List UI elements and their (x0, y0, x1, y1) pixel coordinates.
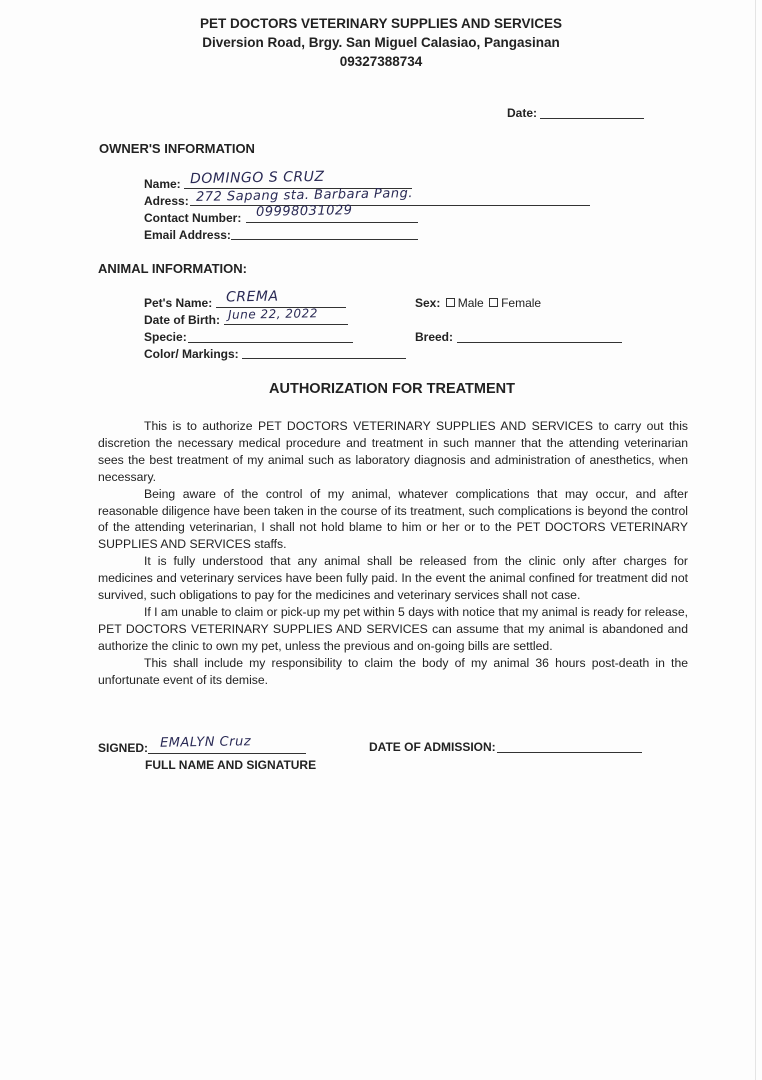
pet-name-value: CREMA (225, 288, 279, 306)
owner-address-value: 272 Sapang sta. Barbara Pang. (195, 186, 414, 205)
authorization-title: AUTHORIZATION FOR TREATMENT (269, 381, 515, 397)
email-label: Email Address: (144, 228, 231, 242)
owner-section-title: OWNER'S INFORMATION (99, 141, 255, 156)
admission-date-field[interactable] (497, 752, 642, 753)
male-option: Male (457, 296, 484, 310)
specie-label: Specie: (144, 330, 187, 344)
animal-section-title: ANIMAL INFORMATION: (98, 261, 247, 276)
date-field[interactable] (540, 118, 644, 119)
sex-label: Sex: (415, 296, 441, 310)
owner-name-label: Name: (144, 177, 181, 191)
female-option: Female (501, 296, 542, 310)
date-label: Date: (507, 106, 538, 120)
authorization-paragraph: Being aware of the control of my animal, whatever complications that may occur, and after reasonable diligence have been taken in the course of its treatment, such complications is beyond the control of the attending veterinarian, I shall not hold blame to him or her or to the PET DOCTORS VETERINARY SUPPLIES AND SERVICES staffs. (98, 486, 688, 552)
color-markings-label: Color/ Markings: (144, 347, 239, 361)
signed-label: SIGNED: (98, 741, 149, 755)
male-checkbox[interactable] (446, 298, 455, 307)
page-edge (755, 0, 756, 1080)
dob-field[interactable] (224, 324, 348, 325)
color-markings-field[interactable] (242, 358, 406, 359)
owner-name-value: DOMINGO S CRUZ (189, 168, 325, 188)
authorization-paragraph: It is fully understood that any animal shall be released from the clinic only after charges for medicines and veterinary services have been fully paid. In the event the animal confined for treatment did not survived, such obligations to pay for the medicines and veterinary services shall not case. (98, 554, 688, 603)
sex-row (415, 296, 541, 310)
dob-value: June 22, 2022 (227, 306, 319, 322)
pet-name-label: Pet's Name: (144, 296, 213, 310)
contact-number-label: Contact Number: (144, 211, 242, 225)
contact-number-value: 09998031029 (255, 203, 353, 220)
company-phone: 09327388734 (339, 54, 423, 69)
female-checkbox[interactable] (489, 298, 498, 307)
authorization-body (98, 418, 688, 689)
company-address: Diversion Road, Brgy. San Miguel Calasiao, Pangasinan (202, 35, 560, 50)
admission-date-label: DATE OF ADMISSION: (369, 740, 496, 754)
authorization-paragraph: This shall include my responsibility to claim the body of my animal 36 hours post-death in the unfortunate event of its demise. (98, 655, 688, 687)
authorization-paragraph: This is to authorize PET DOCTORS VETERINARY SUPPLIES AND SERVICES to carry out this discretion the necessary medical procedure and treatment in such manner that the attending veterinarian sees the best treatment of my animal such as laboratory diagnosis and administration of anesthetics, when necessary. (98, 419, 688, 484)
company-name: PET DOCTORS VETERINARY SUPPLIES AND SERVICES (199, 16, 563, 31)
owner-address-label: Adress: (144, 194, 189, 208)
breed-label: Breed: (415, 330, 454, 344)
contact-number-field[interactable] (246, 222, 418, 223)
breed-field[interactable] (457, 342, 622, 343)
signature-caption: FULL NAME AND SIGNATURE (145, 758, 317, 772)
specie-field[interactable] (188, 342, 353, 343)
dob-label: Date of Birth: (144, 313, 220, 327)
owner-address-field[interactable] (190, 205, 590, 206)
authorization-paragraph: If I am unable to claim or pick-up my pet within 5 days with notice that my animal is ready for release, PET DOCTORS VETERINARY SUPPLIES AND SERVICES can assume that my animal is abandoned and authorize the clinic to own my pet, unless the previous and on-going bills are settled. (98, 604, 688, 653)
signature-value: EMALYN Cruz (159, 734, 252, 751)
email-field[interactable] (231, 239, 418, 240)
signature-field[interactable] (148, 753, 306, 754)
